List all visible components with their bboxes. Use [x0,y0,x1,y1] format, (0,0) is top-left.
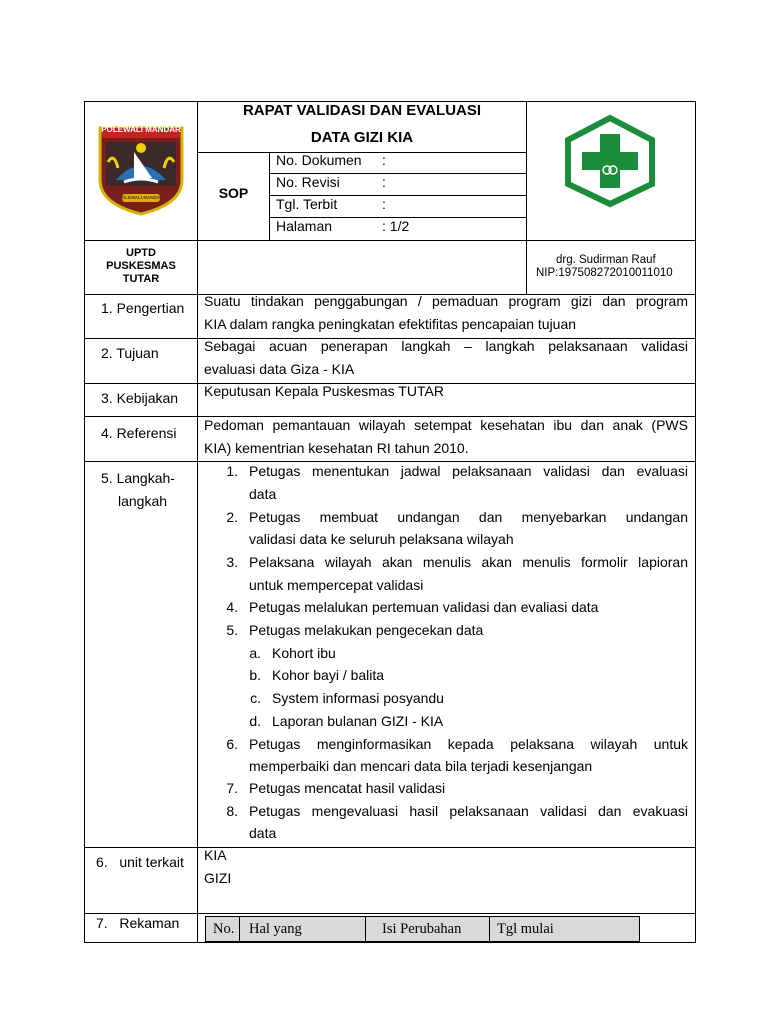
section-label-referensi: 4. Referensi [101,425,177,441]
section-label-kebijakan: 3. Kebijakan [101,390,179,406]
divider [526,101,527,295]
section-label-tujuan: 2. Tujuan [101,345,159,361]
doc-info-value: : [382,196,386,212]
step-text: validasi data ke seluruh pelaksana wilayah [249,531,514,547]
signer-nip: NIP:197508272010011010 [536,267,673,279]
step-text: Petugas mengevaluasi hasil pelaksanaan validasi dan evakuasi [249,803,688,819]
sub-item-text: Kohor bayi / balita [272,667,385,683]
unit-name-line2: PUSKESMAS [106,260,176,272]
step-text: Petugas menginformasikan kepada pelaksana wilayah untuk [249,736,688,752]
rekaman-column-header: Isi Perubahan [382,921,462,937]
step-number: 4. [226,599,238,615]
step-text: data [249,825,277,841]
sub-item-letter: c. [250,690,261,706]
emblem-bottom-text: POLEWALI MANDAR [118,195,164,200]
sub-item-text: Kohort ibu [272,645,336,661]
document-title-line2: DATA GIZI KIA [310,129,414,146]
pengertian-text: KIA dalam rangka peningkatan efektifitas pencapaian tujuan [204,316,577,332]
unit-name-line1: UPTD [126,247,156,259]
step-text: Petugas melalukan pertemuan validasi dan evaliasi data [249,599,599,615]
divider [489,916,490,942]
sop-label: SOP [218,185,249,201]
tujuan-text: Sebagai acuan penerapan langkah – langkah pelaksanaan validasi [204,338,688,354]
doc-info-value: : [382,152,386,168]
table-border-bottom [84,942,696,943]
sub-item-text: Laporan bulanan GIZI - KIA [272,713,444,729]
divider [84,847,696,848]
divider [84,240,696,241]
unit-terkait-item: KIA [204,847,227,863]
divider [269,152,270,240]
step-text: Petugas melakukan pengecekan data [249,622,484,638]
sub-item-letter: a. [249,645,261,661]
doc-info-value: : 1/2 [382,218,410,234]
step-number: 5. [226,622,238,638]
step-text: Petugas membuat undangan dan menyebarkan undangan [249,509,688,525]
doc-info-label: Halaman [276,218,333,234]
step-number: 3. [226,554,238,570]
document-title-line1: RAPAT VALIDASI DAN EVALUASI [242,102,482,119]
divider [197,294,198,942]
table-border-right [695,101,696,943]
step-number: 6. [226,736,238,752]
doc-info-label: No. Revisi [276,174,340,190]
pengertian-text: Suatu tindakan penggabungan / pemaduan program gizi dan program [204,293,688,309]
section-label-langkah: langkah [118,493,168,509]
table-border-left [84,101,85,943]
section-label-rekaman: 7. Rekaman [96,915,180,931]
step-number: 7. [226,780,238,796]
doc-info-label: Tgl. Terbit [276,196,338,212]
step-text: memperbaiki dan mencari data bila terjadi kesenjangan [249,758,593,774]
emblem-top-text: POLEWALI MANDAR [101,125,181,134]
tujuan-text: evaluasi data Giza - KIA [204,361,355,377]
section-label-pengertian: 1. Pengertian [101,300,185,316]
kebijakan-text: Keputusan Kepala Puskesmas TUTAR [204,383,444,399]
unit-terkait-item: GIZI [204,870,232,886]
referensi-text: KIA) kementrian kesehatan RI tahun 2010. [204,440,469,456]
district-emblem-icon [94,122,188,216]
sub-item-text: System informasi posyandu [272,690,444,706]
rekaman-column-header: Tgl mulai [497,921,554,937]
puskesmas-logo-icon [562,114,658,208]
step-number: 1. [226,463,238,479]
doc-info-label: No. Dokumen [276,152,362,168]
sub-item-letter: b. [249,667,261,683]
rekaman-column-header: No. [213,921,235,937]
step-number: 8. [226,803,238,819]
divider [365,916,366,942]
step-text: data [249,486,277,502]
step-text: Petugas mencatat hasil validasi [249,780,446,796]
divider [239,916,240,942]
section-label-langkah: 5. Langkah- [101,470,175,486]
unit-name-line3: TUTAR [122,273,160,285]
signer-name: drg. Sudirman Rauf [556,254,656,266]
step-text: Petugas menentukan jadwal pelaksanaan validasi dan evaluasi [249,463,688,479]
doc-info-value: : [382,174,386,190]
step-text: Pelaksana wilayah akan menulis akan menulis formolir lapioran [249,554,688,570]
step-number: 2. [226,509,238,525]
sub-item-letter: d. [249,713,261,729]
section-label-unit-terkait: 6. unit terkait [96,854,184,870]
referensi-text: Pedoman pemantauan wilayah setempat kesehatan ibu dan anak (PWS [204,417,688,433]
rekaman-column-header: Hal yang [249,921,302,937]
step-text: untuk mempercepat validasi [249,577,424,593]
